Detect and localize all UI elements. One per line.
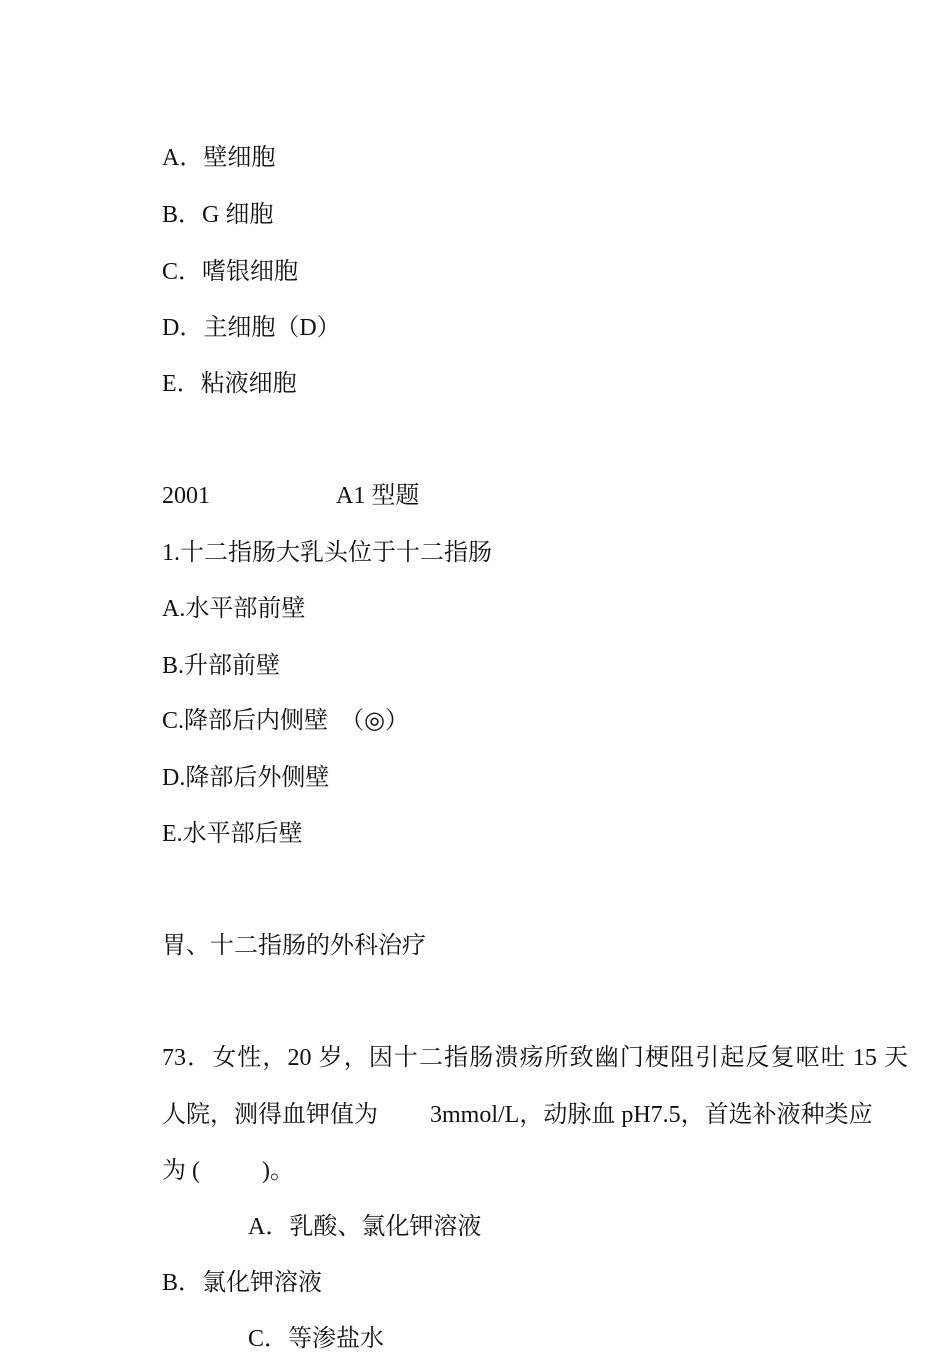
prev-option-c: C．嗜银细胞 [162,259,299,285]
prev-option-b: B．G 细胞 [162,202,274,228]
section-header-2001 [162,481,419,511]
prev-option-a: A．壁细胞 [162,145,276,171]
question-73-line-2 [162,1100,908,1130]
q73-option-c: C．等渗盐水 [248,1326,385,1352]
prev-option-d: D．主细胞（D） [162,315,341,341]
q1-option-e: E.水平部后壁 [162,821,303,847]
q73-line2-part-b: 3mmol/L，动脉血 pH7.5，首选补液种类应 [430,1102,873,1128]
question-73-line-1: 73．女性，20 岁，因十二指肠溃疡所致幽门梗阻引起反复呕吐 15 天 [162,1045,908,1071]
year-label: 2001 [162,483,210,509]
q1-option-a: A.水平部前壁 [162,596,306,622]
q73-option-a: A．乳酸、氯化钾溶液 [248,1214,482,1240]
question-type-label: A1 型题 [336,483,420,509]
q73-line3-part-b: )。 [262,1158,294,1184]
section-heading: 胃、十二指肠的外科治疗 [162,933,426,959]
q73-option-b: B．氯化钾溶液 [162,1270,323,1296]
q73-line3-part-a: 为 ( [162,1158,200,1184]
question-73-line-3 [162,1156,294,1186]
question-1-stem: 1.十二指肠大乳头位于十二指肠 [162,540,492,566]
q1-option-c: C.降部后内侧壁 （◎） [162,708,409,734]
q1-option-d: D.降部后外侧壁 [162,765,330,791]
q73-line2-part-a: 人院，测得血钾值为 [162,1102,378,1128]
q1-option-b: B.升部前壁 [162,653,281,679]
prev-option-e: E．粘液细胞 [162,371,297,397]
